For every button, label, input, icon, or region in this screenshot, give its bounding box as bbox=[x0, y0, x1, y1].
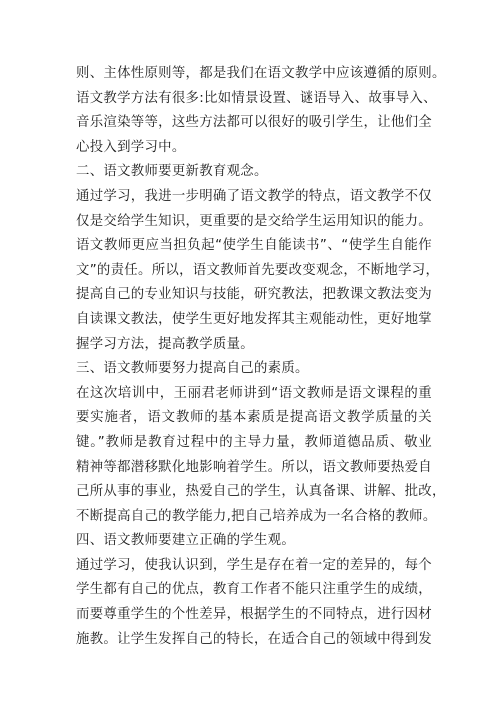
text-line: 三、语文教师要努力提高自己的素质。 bbox=[76, 361, 309, 377]
text-line: 四、语文教师要建立正确的学生观。 bbox=[76, 533, 296, 549]
text-line: 精神等都潜移默化地影响着学生。所以，语文教师要热爱自 bbox=[76, 459, 432, 475]
text-line: 不断提高自己的教学能力,把自己培养成为一名合格的教师。 bbox=[76, 508, 437, 524]
text-line: 文”的责任。所以，语文教师首先要改变观念，不断地学习， bbox=[76, 262, 440, 278]
text-line: 要实施者，语文教师的基本素质是提高语文教学质量的关 bbox=[76, 410, 432, 426]
text-line: 己所从事的事业，热爱自己的学生，认真备课、讲解、批改， bbox=[76, 484, 446, 500]
text-line: 心投入到学习中。 bbox=[76, 139, 186, 155]
text-line: 而要尊重学生的个性差异，根据学生的不同特点，进行因材 bbox=[76, 607, 432, 623]
text-line: 音乐渲染等等，这些方法都可以很好的吸引学生，让他们全 bbox=[76, 115, 432, 131]
text-line: 学生都有自己的优点，教育工作者不能只注重学生的成绩， bbox=[76, 582, 432, 598]
text-line: 在这次培训中，王丽君老师讲到“语文教师是语文课程的重 bbox=[76, 385, 432, 401]
text-line: 语文教学方法有很多:比如情景设置、谜语导入、故事导入、 bbox=[76, 90, 437, 106]
text-line: 通过学习，我进一步明确了语文教学的特点，语文教学不仅 bbox=[76, 188, 432, 204]
text-line: 握学习方法，提高教学质量。 bbox=[76, 336, 254, 352]
text-line: 施教。让学生发挥自己的特长，在适合自己的领域中得到发 bbox=[76, 631, 432, 647]
text-line: 二、语文教师要更新教育观念。 bbox=[76, 164, 268, 180]
text-line: 语文教师更应当担负起“使学生自能读书”、“使学生自能作 bbox=[76, 238, 432, 254]
text-line: 仅是交给学生知识，更重要的是交给学生运用知识的能力。 bbox=[76, 213, 432, 229]
text-line: 键。”教师是教育过程中的主导力量，教师道德品质、敬业 bbox=[76, 434, 432, 450]
text-line: 自读课文教法，使学生更好地发挥其主观能动性，更好地掌 bbox=[76, 311, 432, 327]
document-body bbox=[76, 62, 446, 652]
text-line: 提高自己的专业知识与技能，研究教法，把教课文教法变为 bbox=[76, 287, 432, 303]
text-line: 通过学习，使我认识到，学生是存在着一定的差异的，每个 bbox=[76, 557, 432, 573]
text-line: 则、主体性原则等，都是我们在语文教学中应该遵循的原则。 bbox=[76, 66, 446, 81]
